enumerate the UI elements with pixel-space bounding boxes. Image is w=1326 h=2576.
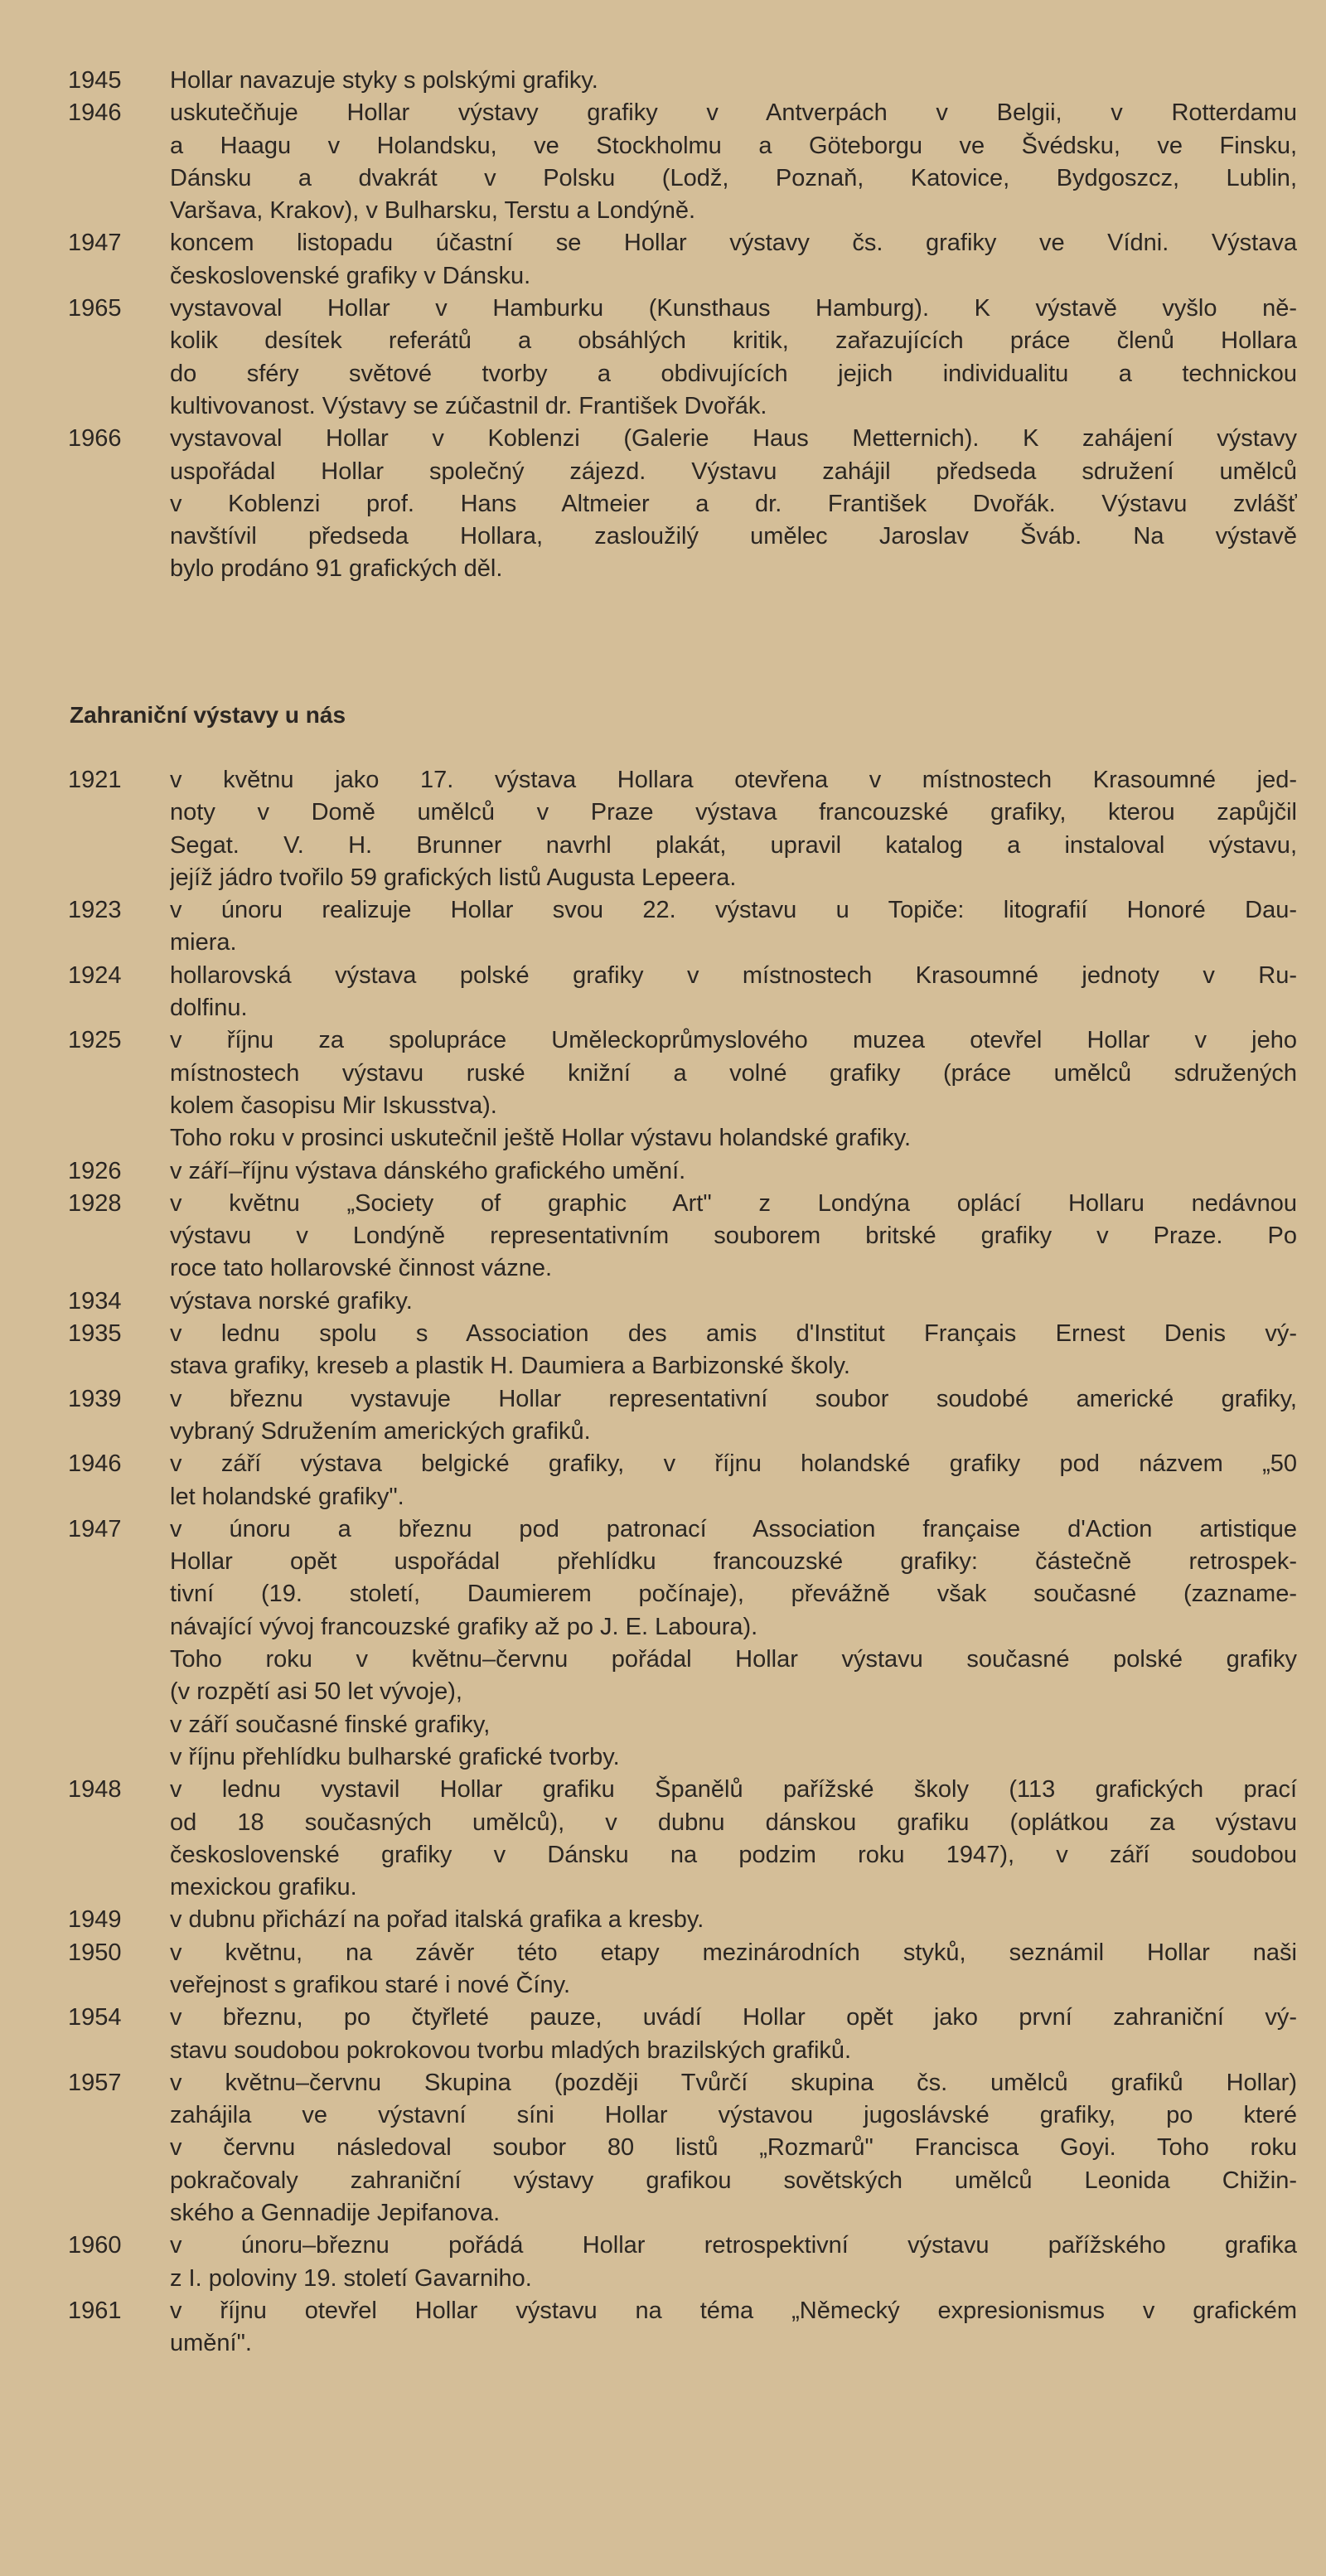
text-line: miera. <box>170 929 237 956</box>
timeline-entry <box>0 1904 1326 1936</box>
timeline-entry <box>0 1024 1326 1155</box>
timeline-entry <box>0 1448 1326 1513</box>
section-heading-foreign-exhibitions: Zahraniční výstavy u nás <box>70 702 346 728</box>
text-line: v září současné finské grafiky, <box>170 1711 491 1738</box>
timeline-entry <box>0 227 1326 293</box>
text-line: do sféry světové tvorby a obdivujících jejich individualitu a technickou <box>170 360 1297 387</box>
text-line: bylo prodáno 91 grafických děl. <box>170 555 503 583</box>
entry-text <box>170 1937 1297 2002</box>
entry-text <box>170 97 1297 227</box>
text-line: navštívil předseda Hollara, zasloužilý umělec Jaroslav Šváb. Na výstavě <box>170 523 1297 550</box>
entry-text <box>170 2230 1297 2295</box>
entry-year: 1947 <box>68 230 122 257</box>
text-line: v květnu–červnu Skupina (později Tvůrčí skupina čs. umělců grafiků Hollar) <box>170 2069 1297 2096</box>
entry-year: 1966 <box>68 425 122 453</box>
entry-year: 1947 <box>68 1515 122 1542</box>
text-line: tivní (19. století, Daumierem počínaje), převážně však současné (zazname- <box>170 1581 1297 1608</box>
text-line: v květnu „Society of graphic Art" z Londýna oplácí Hollaru nedávnou <box>170 1189 1297 1217</box>
text-line: výstava norské grafiky. <box>170 1287 413 1315</box>
entry-text <box>170 423 1297 585</box>
timeline-entry <box>0 2230 1326 2295</box>
entry-year: 1957 <box>68 2069 122 2096</box>
text-line: návající vývoj francouzské grafiky až po J. E. Laboura). <box>170 1613 758 1640</box>
text-line: v lednu vystavil Hollar grafiku Španělů pařížské školy (113 grafických prací <box>170 1776 1297 1804</box>
text-line: mexickou grafiku. <box>170 1874 357 1901</box>
entry-year: 1946 <box>68 1450 122 1478</box>
entry-text <box>170 1513 1297 1774</box>
entry-text <box>170 1904 1297 1936</box>
text-line: v září výstava belgické grafiky, v říjnu holandské grafiky pod názvem „50 <box>170 1450 1297 1478</box>
timeline-entry <box>0 1286 1326 1318</box>
text-line: (v rozpětí asi 50 let vývoje), <box>170 1678 462 1706</box>
text-line: koncem listopadu účastní se Hollar výstavy čs. grafiky ve Vídni. Výstava <box>170 230 1297 257</box>
entry-text <box>170 1774 1297 1904</box>
entry-text <box>170 1318 1297 1383</box>
entry-year: 1950 <box>68 1939 122 1966</box>
text-line: jejíž jádro tvořilo 59 grafických listů Augusta Lepeera. <box>170 864 737 891</box>
text-line: hollarovská výstava polské grafiky v místnostech Krasoumné jednoty v Ru- <box>170 961 1297 989</box>
text-line: v říjnu přehlídku bulharské grafické tvorby. <box>170 1743 620 1770</box>
text-line: ského a Gennadije Jepifanova. <box>170 2200 501 2227</box>
text-line: Segat. V. H. Brunner navrhl plakát, upravil katalog a instaloval výstavu, <box>170 831 1297 859</box>
entry-year: 1935 <box>68 1320 122 1348</box>
timeline-entry <box>0 1155 1326 1188</box>
entry-text <box>170 1448 1297 1513</box>
timeline-entry <box>0 1937 1326 2002</box>
entry-year: 1926 <box>68 1157 122 1184</box>
timeline-entry <box>0 1774 1326 1904</box>
text-line: v květnu jako 17. výstava Hollara otevřena v místnostech Krasoumné jed- <box>170 767 1297 793</box>
text-line: noty v Domě umělců v Praze výstava francouzské grafiky, kterou zapůjčil <box>170 799 1297 826</box>
timeline-entry <box>0 2295 1326 2361</box>
text-line: v únoru realizuje Hollar svou 22. výstavu u Topiče: litografií Honoré Dau- <box>170 897 1297 924</box>
timeline-entry <box>0 764 1326 894</box>
entry-year: 1939 <box>68 1385 122 1412</box>
timeline-entry <box>0 1188 1326 1286</box>
text-line: Toho roku v prosinci uskutečnil ještě Hollar výstavu holandské grafiky. <box>170 1125 912 1152</box>
text-line: kolem časopisu Mir Iskusstva). <box>170 1092 497 1119</box>
text-line: let holandské grafiky". <box>170 1483 404 1510</box>
foreign-exhibitions-list <box>0 764 1326 2361</box>
text-line: vybraný Sdružením amerických grafiků. <box>170 1417 591 1445</box>
entry-year: 1949 <box>68 1906 122 1934</box>
text-line: vystavoval Hollar v Hamburku (Kunsthaus Hamburg). K výstavě vyšlo ně- <box>170 295 1297 322</box>
text-line: kultivovanost. Výstavy se zúčastnil dr. František Dvořák. <box>170 392 767 419</box>
entry-year: 1921 <box>68 767 122 793</box>
entry-year: 1928 <box>68 1189 122 1217</box>
exhibitions-abroad-list <box>0 65 1326 586</box>
timeline-entry <box>0 293 1326 423</box>
text-line: v Koblenzi prof. Hans Altmeier a dr. František Dvořák. Výstavu zvlášť <box>170 490 1297 517</box>
entry-text <box>170 2067 1297 2230</box>
text-line: zahájila ve výstavní síni Hollar výstavou jugoslávské grafiky, po které <box>170 2102 1297 2129</box>
entry-year: 1948 <box>68 1776 122 1804</box>
text-line: roce tato hollarovské činnost vázne. <box>170 1255 553 1282</box>
text-line: v květnu, na závěr této etapy mezinárodních styků, seznámil Hollar naši <box>170 1939 1297 1966</box>
entry-year: 1961 <box>68 2297 122 2324</box>
text-line: v březnu vystavuje Hollar representativní soubor soudobé americké grafiky, <box>170 1385 1297 1412</box>
text-line: stavu soudobou pokrokovou tvorbu mladých brazilských grafiků. <box>170 2036 852 2064</box>
timeline-entry <box>0 97 1326 227</box>
entry-text <box>170 2295 1297 2361</box>
text-line: v lednu spolu s Association des amis d'Institut Français Ernest Denis vý- <box>170 1320 1297 1348</box>
text-line: v březnu, po čtyřleté pauze, uvádí Hollar opět jako první zahraniční vý- <box>170 2004 1297 2031</box>
timeline-entry <box>0 423 1326 585</box>
text-line: veřejnost s grafikou staré i nové Číny. <box>170 1971 571 1998</box>
entry-year: 1965 <box>68 295 122 322</box>
entry-year: 1960 <box>68 2232 122 2259</box>
text-line: vystavoval Hollar v Koblenzi (Galerie Haus Metternich). K zahájení výstavy <box>170 425 1297 453</box>
timeline-entry <box>0 2002 1326 2067</box>
text-line: a Haagu v Holandsku, ve Stockholmu a Göteborgu ve Švédsku, ve Finsku, <box>170 132 1297 159</box>
entry-year: 1925 <box>68 1027 122 1054</box>
entry-year: 1934 <box>68 1287 122 1315</box>
entry-text <box>170 227 1297 293</box>
text-line: výstavu v Londýně representativním souborem britské grafiky v Praze. Po <box>170 1223 1297 1250</box>
text-line: dolfinu. <box>170 995 248 1022</box>
text-line: československé grafiky v Dánsku. <box>170 262 531 289</box>
text-line: Varšava, Krakov), v Bulharsku, Terstu a Londýně. <box>170 197 696 225</box>
text-line: československé grafiky v Dánsku na podzim roku 1947), v září soudobou <box>170 1841 1297 1868</box>
text-line: Dánsku a dvakrát v Polsku (Lodž, Poznaň, Katovice, Bydgoszcz, Lublin, <box>170 164 1297 191</box>
entry-text <box>170 960 1297 1025</box>
timeline-entry <box>0 1513 1326 1774</box>
timeline-entry <box>0 1318 1326 1383</box>
text-line: pokračovaly zahraniční výstavy grafikou sovětských umělců Leonida Chižin- <box>170 2167 1297 2194</box>
timeline-entry <box>0 1383 1326 1449</box>
timeline-entry <box>0 894 1326 960</box>
text-line: Toho roku v květnu–červnu pořádal Hollar výstavu současné polské grafiky <box>170 1646 1297 1673</box>
text-line: v říjnu za spolupráce Uměleckoprůmyslového muzea otevřel Hollar v jeho <box>170 1027 1297 1054</box>
entry-text <box>170 894 1297 960</box>
text-line: v dubnu přichází na pořad italská grafika a kresby. <box>170 1906 704 1934</box>
text-line: z I. poloviny 19. století Gavarniho. <box>170 2264 532 2292</box>
text-line: v říjnu otevřel Hollar výstavu na téma „Německý expresionismus v grafickém <box>170 2297 1297 2324</box>
text-line: Hollar opět uspořádal přehlídku francouzské grafiky: částečně retrospek- <box>170 1548 1297 1576</box>
text-line: v září–říjnu výstava dánského grafického umění. <box>170 1157 686 1184</box>
text-line: v červnu následoval soubor 80 listů „Rozmarů" Francisca Goyi. Toho roku <box>170 2134 1297 2162</box>
text-line: místnostech výstavu ruské knižní a volné grafiky (práce umělců sdružených <box>170 1059 1297 1087</box>
text-line: kolik desítek referátů a obsáhlých kritik, zařazujících práce členů Hollara <box>170 327 1297 355</box>
timeline-entry <box>0 2067 1326 2230</box>
entry-year: 1923 <box>68 897 122 924</box>
text-line: stava grafiky, kreseb a plastik H. Daumiera a Barbizonské školy. <box>170 1353 850 1380</box>
entry-text <box>170 65 1297 97</box>
entry-text <box>170 764 1297 894</box>
text-line: Hollar navazuje styky s polskými grafiky. <box>170 67 598 94</box>
entry-year: 1954 <box>68 2004 122 2031</box>
entry-text <box>170 2002 1297 2067</box>
timeline-entry <box>0 65 1326 97</box>
entry-year: 1924 <box>68 961 122 989</box>
entry-text <box>170 1024 1297 1155</box>
entry-year: 1946 <box>68 99 122 127</box>
text-line: uskutečňuje Hollar výstavy grafiky v Antverpách v Belgii, v Rotterdamu <box>170 99 1297 127</box>
entry-year: 1945 <box>68 67 122 94</box>
text-line: v únoru a březnu pod patronací Association française d'Action artistique <box>170 1515 1297 1542</box>
entry-text <box>170 1155 1297 1188</box>
text-line: uspořádal Hollar společný zájezd. Výstavu zahájil předseda sdružení umělců <box>170 458 1297 485</box>
entry-text <box>170 1188 1297 1286</box>
text-line: v únoru–březnu pořádá Hollar retrospektivní výstavu pařížského grafika <box>170 2232 1297 2259</box>
entry-text <box>170 1286 1297 1318</box>
text-line: od 18 současných umělců), v dubnu dánskou grafiku (oplátkou za výstavu <box>170 1809 1297 1836</box>
entry-text <box>170 293 1297 423</box>
timeline-entry <box>0 960 1326 1025</box>
entry-text <box>170 1383 1297 1449</box>
text-line: umění". <box>170 2330 252 2357</box>
